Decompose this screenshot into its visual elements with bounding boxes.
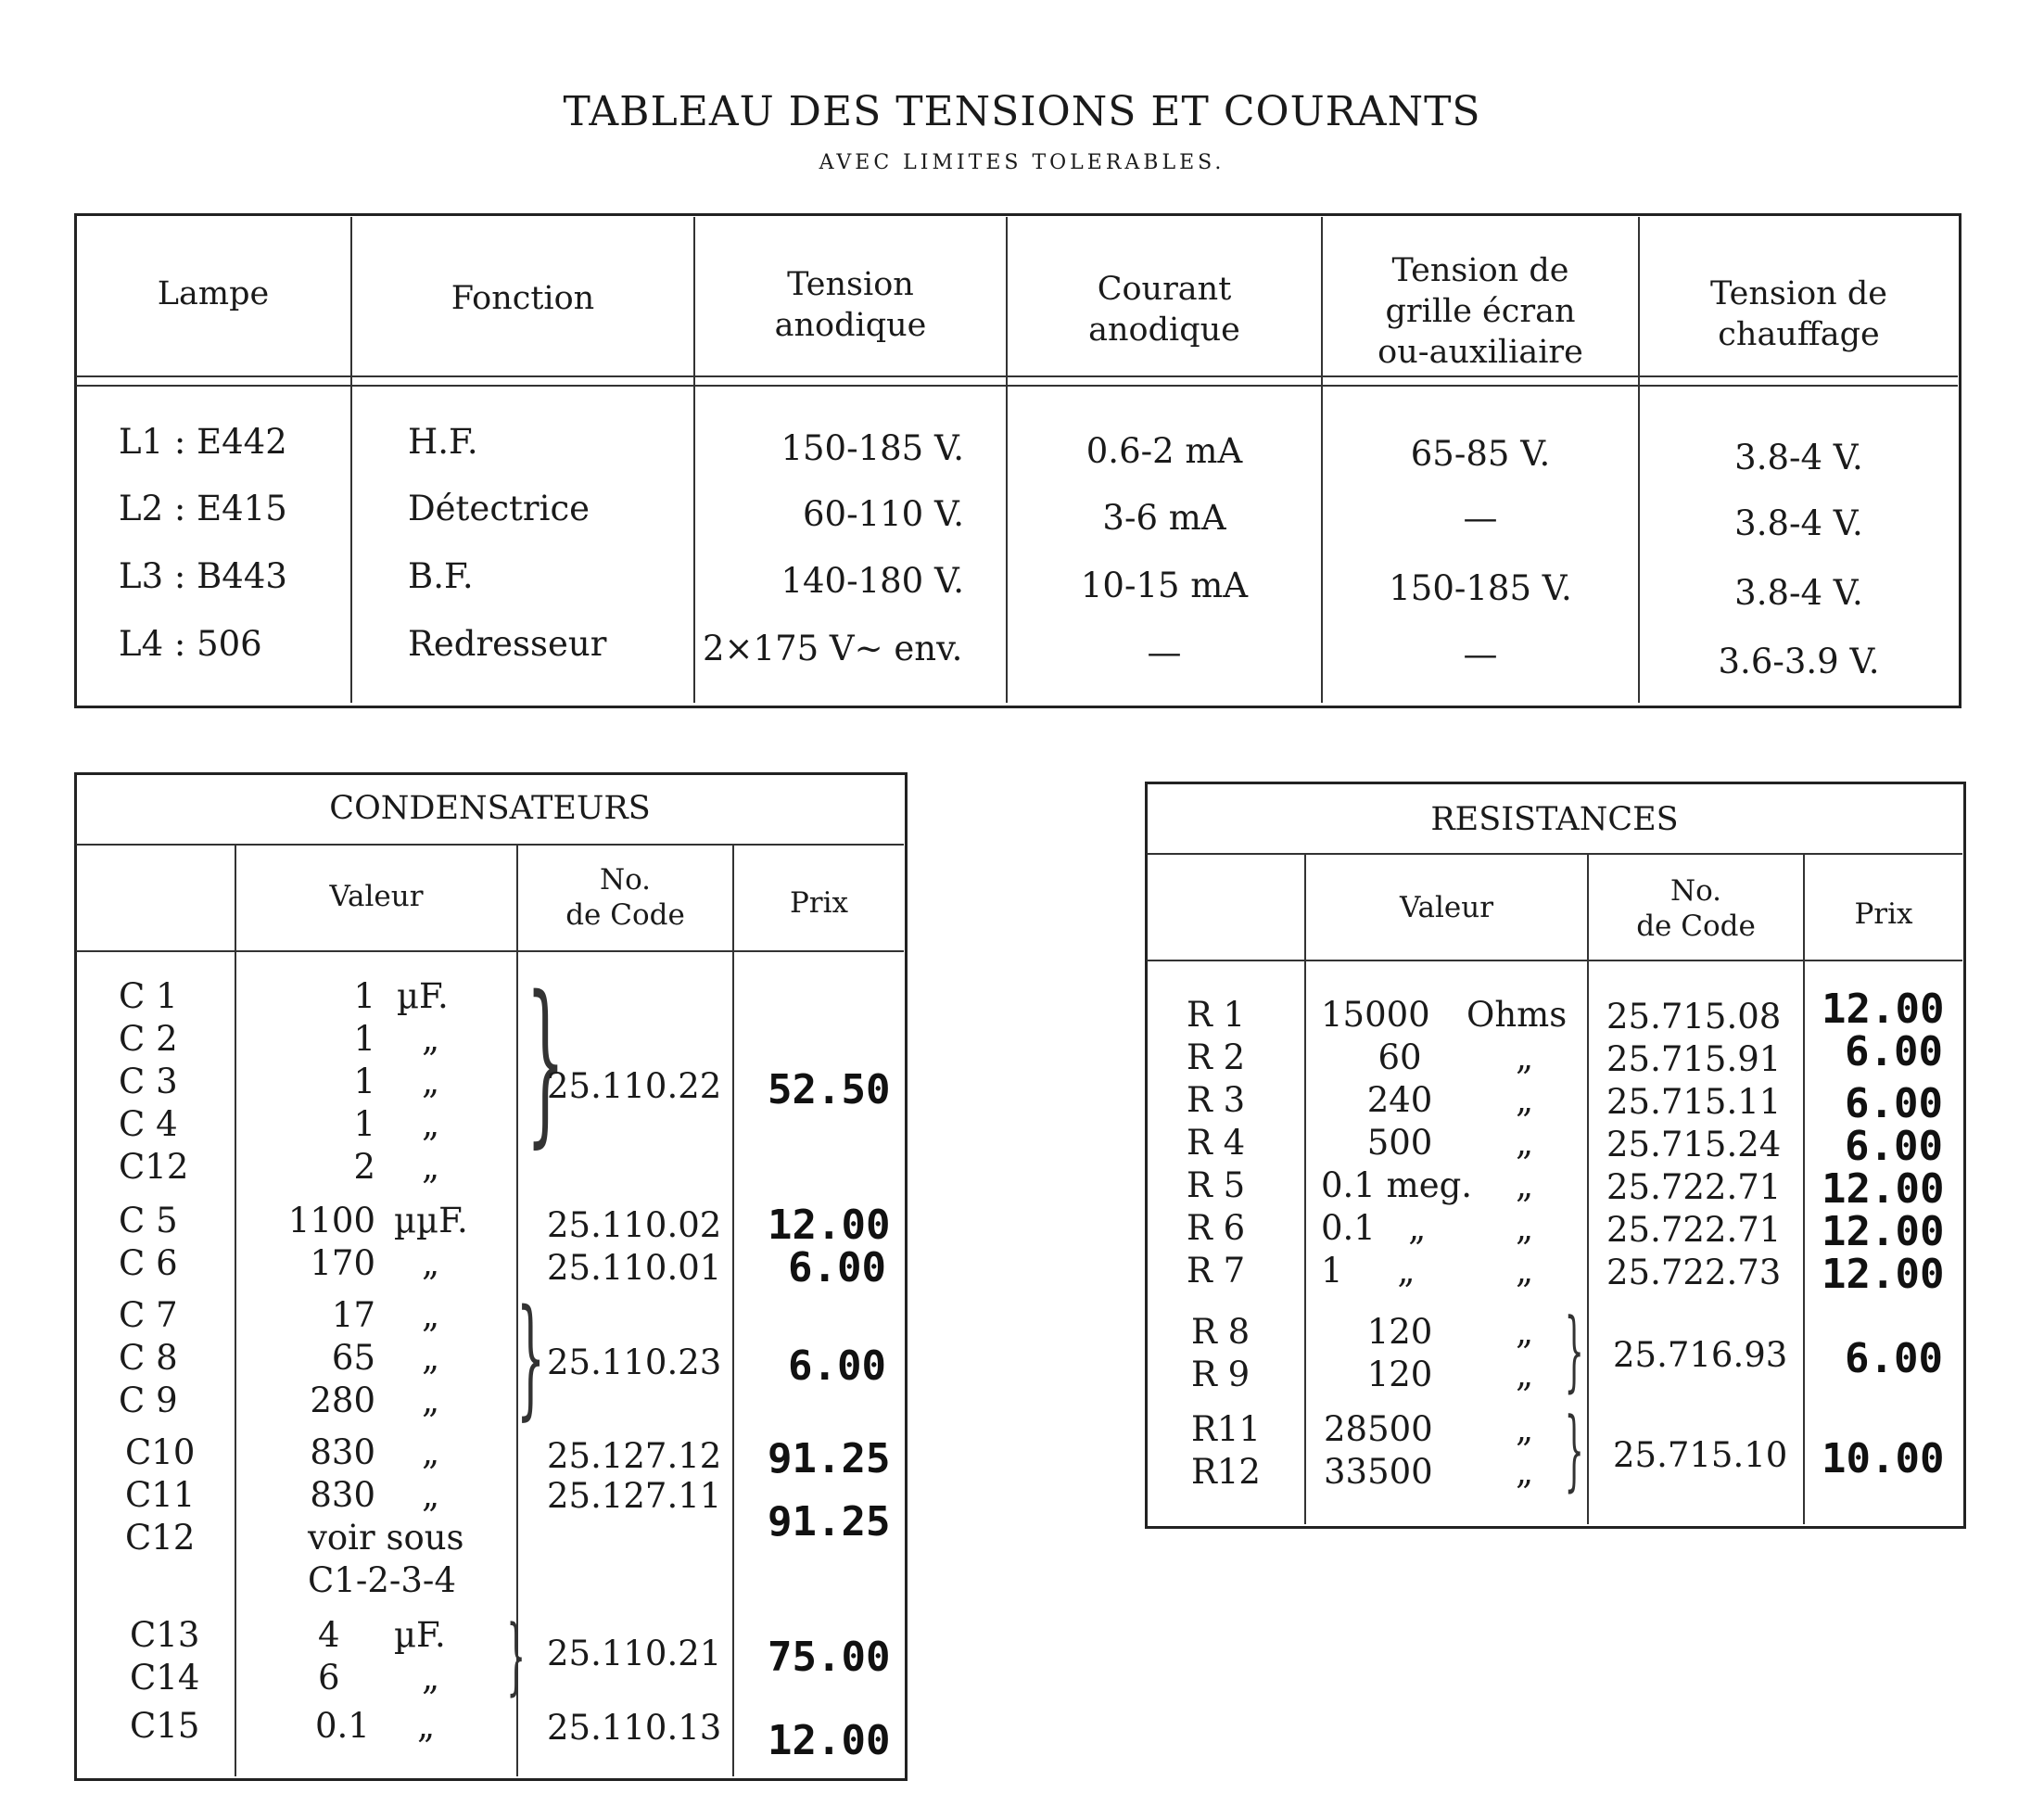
brace-icon: } [506, 1608, 526, 1705]
cond-header-prix: Prix [789, 886, 849, 920]
unit-cell: „ [1516, 1208, 1534, 1248]
val-cell: voir sous [308, 1518, 464, 1558]
unit-cell: „ [422, 1243, 440, 1283]
header-line: ou-auxiliaire [1377, 334, 1583, 371]
code-cell: 25.110.21 [547, 1634, 722, 1673]
ref-cell: R 5 [1187, 1165, 1246, 1205]
grille-cell: — [1463, 634, 1498, 674]
price-cell: 6.00 [1845, 1123, 1943, 1170]
unit-cell: „ [1516, 1409, 1534, 1449]
unit-cell: „ [422, 1380, 440, 1420]
ref-cell: R 9 [1191, 1355, 1251, 1394]
val-cell: C1-2-3-4 [308, 1560, 456, 1600]
val-cell: 830 [310, 1432, 375, 1472]
header-grille [1323, 250, 1638, 373]
lamp-header-rule-1 [76, 375, 1958, 377]
ref-cell: R 7 [1187, 1251, 1246, 1291]
unit-cell: „ [422, 1104, 440, 1144]
header-line: de Code [565, 898, 685, 932]
price-cell: 12.00 [1822, 986, 1945, 1033]
ref-cell: C13 [130, 1615, 200, 1655]
unit-cell: „ [1516, 1080, 1534, 1120]
header-line: Tension de [1391, 252, 1569, 289]
ref-cell: R 3 [1187, 1080, 1246, 1120]
fonction-cell: B.F. [408, 556, 474, 596]
code-cell: 25.715.08 [1606, 997, 1782, 1037]
unit-cell: „ [422, 1019, 440, 1059]
unit-cell: „ [1516, 1251, 1534, 1291]
ref-cell: C 7 [119, 1295, 178, 1335]
lamp-header-rule-2 [76, 385, 1958, 387]
unit-cell: „ [1516, 1355, 1534, 1394]
code-cell: 25.110.13 [547, 1708, 722, 1748]
val-cell: 60 [1377, 1037, 1422, 1077]
unit-cell: „ [1516, 1037, 1534, 1077]
ref-cell: R 1 [1187, 995, 1246, 1035]
val-cell: 1 [353, 1062, 375, 1101]
val-cell: 6 [318, 1658, 340, 1698]
courant-cell: 3-6 mA [1102, 498, 1226, 538]
tension-cell: 60-110 V. [803, 494, 964, 534]
grille-cell: 65-85 V. [1410, 434, 1551, 474]
fonction-cell: Redresseur [408, 624, 607, 664]
val-cell: 2 [353, 1147, 375, 1187]
ref-cell: C 8 [119, 1338, 178, 1378]
header-fonction: Fonction [451, 280, 595, 317]
header-line: anodique [1088, 312, 1240, 349]
val-cell: 1 [353, 1104, 375, 1144]
price-cell: 91.25 [768, 1498, 891, 1546]
unit-cell: „ [1516, 1165, 1534, 1205]
val-cell: 240 [1366, 1080, 1433, 1120]
val-cell: 4 [318, 1615, 340, 1655]
val-cell: 830 [310, 1475, 375, 1515]
val-cell: 1 „ [1321, 1251, 1416, 1291]
unit-cell: µF. [397, 976, 449, 1016]
cond-col-divider [235, 846, 236, 1776]
val-cell: 28500 [1324, 1409, 1433, 1449]
code-cell: 25.715.11 [1606, 1082, 1782, 1122]
code-cell: 25.722.71 [1606, 1210, 1782, 1250]
page-title: TABLEAU DES TENSIONS ET COURANTS [563, 88, 1481, 135]
header-chauffage [1640, 273, 1958, 355]
ref-cell: R 4 [1187, 1123, 1246, 1163]
val-cell: 0.1 meg. [1321, 1165, 1473, 1205]
ref-cell: R 6 [1187, 1208, 1246, 1248]
unit-cell: Ohms [1466, 995, 1568, 1035]
res-title-rule [1147, 853, 1962, 855]
header-lampe: Lampe [157, 275, 270, 312]
lamp-cell: L1 : E442 [119, 422, 287, 462]
unit-cell: „ [422, 1432, 440, 1472]
cond-header-valeur: Valeur [329, 880, 424, 913]
price-cell: 10.00 [1822, 1435, 1945, 1482]
ref-cell: R12 [1191, 1452, 1261, 1492]
price-cell: 12.00 [768, 1717, 891, 1764]
header-line: grille écran [1385, 293, 1576, 330]
courant-cell: 0.6-2 mA [1085, 431, 1243, 471]
ref-cell: C 5 [119, 1201, 178, 1240]
val-cell: 170 [310, 1243, 375, 1283]
chauffage-cell: 3.6-3.9 V. [1718, 642, 1880, 681]
resistances-title: RESISTANCES [1430, 801, 1679, 838]
header-tension-anodique [695, 264, 1006, 346]
unit-cell: „ [417, 1706, 436, 1746]
cond-header-rule [76, 950, 904, 952]
header-courant-anodique [1008, 269, 1321, 350]
unit-cell: „ [422, 1658, 440, 1698]
code-cell: 25.716.93 [1613, 1335, 1788, 1375]
header-line: anodique [774, 307, 927, 344]
price-cell: 6.00 [788, 1244, 886, 1291]
lamp-cell: L3 : B443 [119, 556, 287, 596]
val-cell: 33500 [1324, 1452, 1433, 1492]
val-cell: 15000 [1321, 995, 1430, 1035]
ref-cell: C 9 [119, 1380, 178, 1420]
unit-cell: „ [422, 1062, 440, 1101]
price-cell: 6.00 [788, 1342, 886, 1390]
ref-cell: C 6 [119, 1243, 178, 1283]
code-cell: 25.722.71 [1606, 1167, 1782, 1207]
cond-title-rule [76, 844, 904, 846]
grille-cell: — [1463, 498, 1498, 538]
ref-cell: R 2 [1187, 1037, 1246, 1077]
unit-cell: „ [1516, 1452, 1534, 1492]
header-line: Courant [1097, 271, 1232, 308]
header-line: chauffage [1718, 316, 1880, 353]
price-cell: 12.00 [1822, 1208, 1945, 1255]
code-cell: 25.722.73 [1606, 1253, 1782, 1292]
fonction-cell: H.F. [408, 422, 478, 462]
header-line: Tension [787, 266, 914, 303]
courant-cell: — [1147, 632, 1182, 672]
price-cell: 6.00 [1845, 1335, 1943, 1382]
ref-cell: C11 [125, 1475, 196, 1515]
unit-cell: „ [422, 1338, 440, 1378]
code-cell: 25.715.91 [1606, 1039, 1782, 1079]
code-cell: 25.127.11 [547, 1476, 722, 1516]
ref-cell: C12 [119, 1147, 189, 1187]
unit-cell: „ [422, 1475, 440, 1515]
header-line: No. [599, 863, 652, 897]
brace-icon: } [1564, 1399, 1584, 1501]
condensateurs-title: CONDENSATEURS [329, 790, 651, 827]
val-cell: 0.1 [315, 1706, 370, 1746]
code-cell: 25.715.24 [1606, 1125, 1782, 1164]
val-cell: 500 [1366, 1123, 1433, 1163]
code-cell: 25.110.02 [547, 1205, 722, 1245]
unit-cell: „ [422, 1147, 440, 1187]
val-cell: 65 [331, 1338, 375, 1378]
price-cell: 12.00 [768, 1202, 891, 1249]
ref-cell: R 8 [1191, 1312, 1251, 1352]
ref-cell: C 3 [119, 1062, 178, 1101]
code-cell: 25.127.12 [547, 1436, 722, 1476]
res-col-divider [1803, 855, 1805, 1524]
cond-col-divider [732, 846, 734, 1776]
ref-cell: C 4 [119, 1104, 178, 1144]
code-cell: 25.110.23 [547, 1342, 722, 1382]
price-cell: 6.00 [1845, 1080, 1943, 1127]
val-cell: 280 [310, 1380, 375, 1420]
res-header-valeur: Valeur [1399, 891, 1494, 924]
code-cell: 25.715.10 [1613, 1435, 1788, 1475]
ref-cell: C12 [125, 1518, 196, 1558]
ref-cell: R11 [1191, 1409, 1261, 1449]
lamp-cell: L4 : 506 [119, 624, 262, 664]
header-line: de Code [1636, 910, 1756, 943]
unit-cell: µµF. [394, 1201, 468, 1240]
unit-cell: „ [422, 1295, 440, 1335]
brace-icon: } [526, 959, 565, 1164]
ref-cell: C10 [125, 1432, 196, 1472]
tension-cell: 2×175 V∼ env. [703, 629, 963, 668]
fonction-cell: Détectrice [408, 489, 590, 528]
ref-cell: C 2 [119, 1019, 178, 1059]
res-col-divider [1587, 855, 1589, 1524]
brace-icon: } [515, 1282, 546, 1433]
price-cell: 6.00 [1845, 1028, 1943, 1075]
code-cell: 25.110.01 [547, 1248, 722, 1288]
header-line: Tension de [1710, 275, 1887, 312]
val-cell: 120 [1366, 1312, 1433, 1352]
code-cell: 25.110.22 [547, 1066, 722, 1106]
val-cell: 17 [331, 1295, 375, 1335]
lamp-cell: L2 : E415 [119, 489, 287, 528]
price-cell: 91.25 [768, 1435, 891, 1482]
header-line: No. [1669, 874, 1722, 908]
brace-icon: } [1564, 1300, 1584, 1402]
unit-cell: „ [1516, 1312, 1534, 1352]
unit-cell: µF. [394, 1615, 446, 1655]
res-col-divider [1304, 855, 1306, 1524]
ref-cell: C 1 [119, 976, 178, 1016]
chauffage-cell: 3.8-4 V. [1734, 438, 1863, 477]
price-cell: 12.00 [1822, 1165, 1945, 1213]
ref-cell: C14 [130, 1658, 200, 1698]
tension-cell: 140-180 V. [781, 561, 964, 601]
res-header-rule [1147, 960, 1962, 961]
grille-cell: 150-185 V. [1389, 568, 1572, 608]
res-header-code [1589, 873, 1803, 944]
cond-header-code [518, 862, 732, 933]
chauffage-cell: 3.8-4 V. [1734, 503, 1863, 543]
res-header-prix: Prix [1854, 897, 1913, 931]
unit-cell: „ [1516, 1123, 1534, 1163]
val-cell: 1 [353, 1019, 375, 1059]
courant-cell: 10-15 mA [1080, 566, 1249, 605]
price-cell: 52.50 [768, 1066, 891, 1113]
val-cell: 0.1 „ [1321, 1208, 1427, 1248]
tension-cell: 150-185 V. [781, 428, 964, 468]
val-cell: 1 [353, 976, 375, 1016]
page-subtitle: AVEC LIMITES TOLERABLES. [819, 151, 1225, 174]
price-cell: 12.00 [1822, 1251, 1945, 1298]
ref-cell: C15 [130, 1706, 200, 1746]
price-cell: 75.00 [768, 1634, 891, 1681]
chauffage-cell: 3.8-4 V. [1734, 573, 1863, 613]
val-cell: 1100 [287, 1201, 375, 1240]
val-cell: 120 [1366, 1355, 1433, 1394]
